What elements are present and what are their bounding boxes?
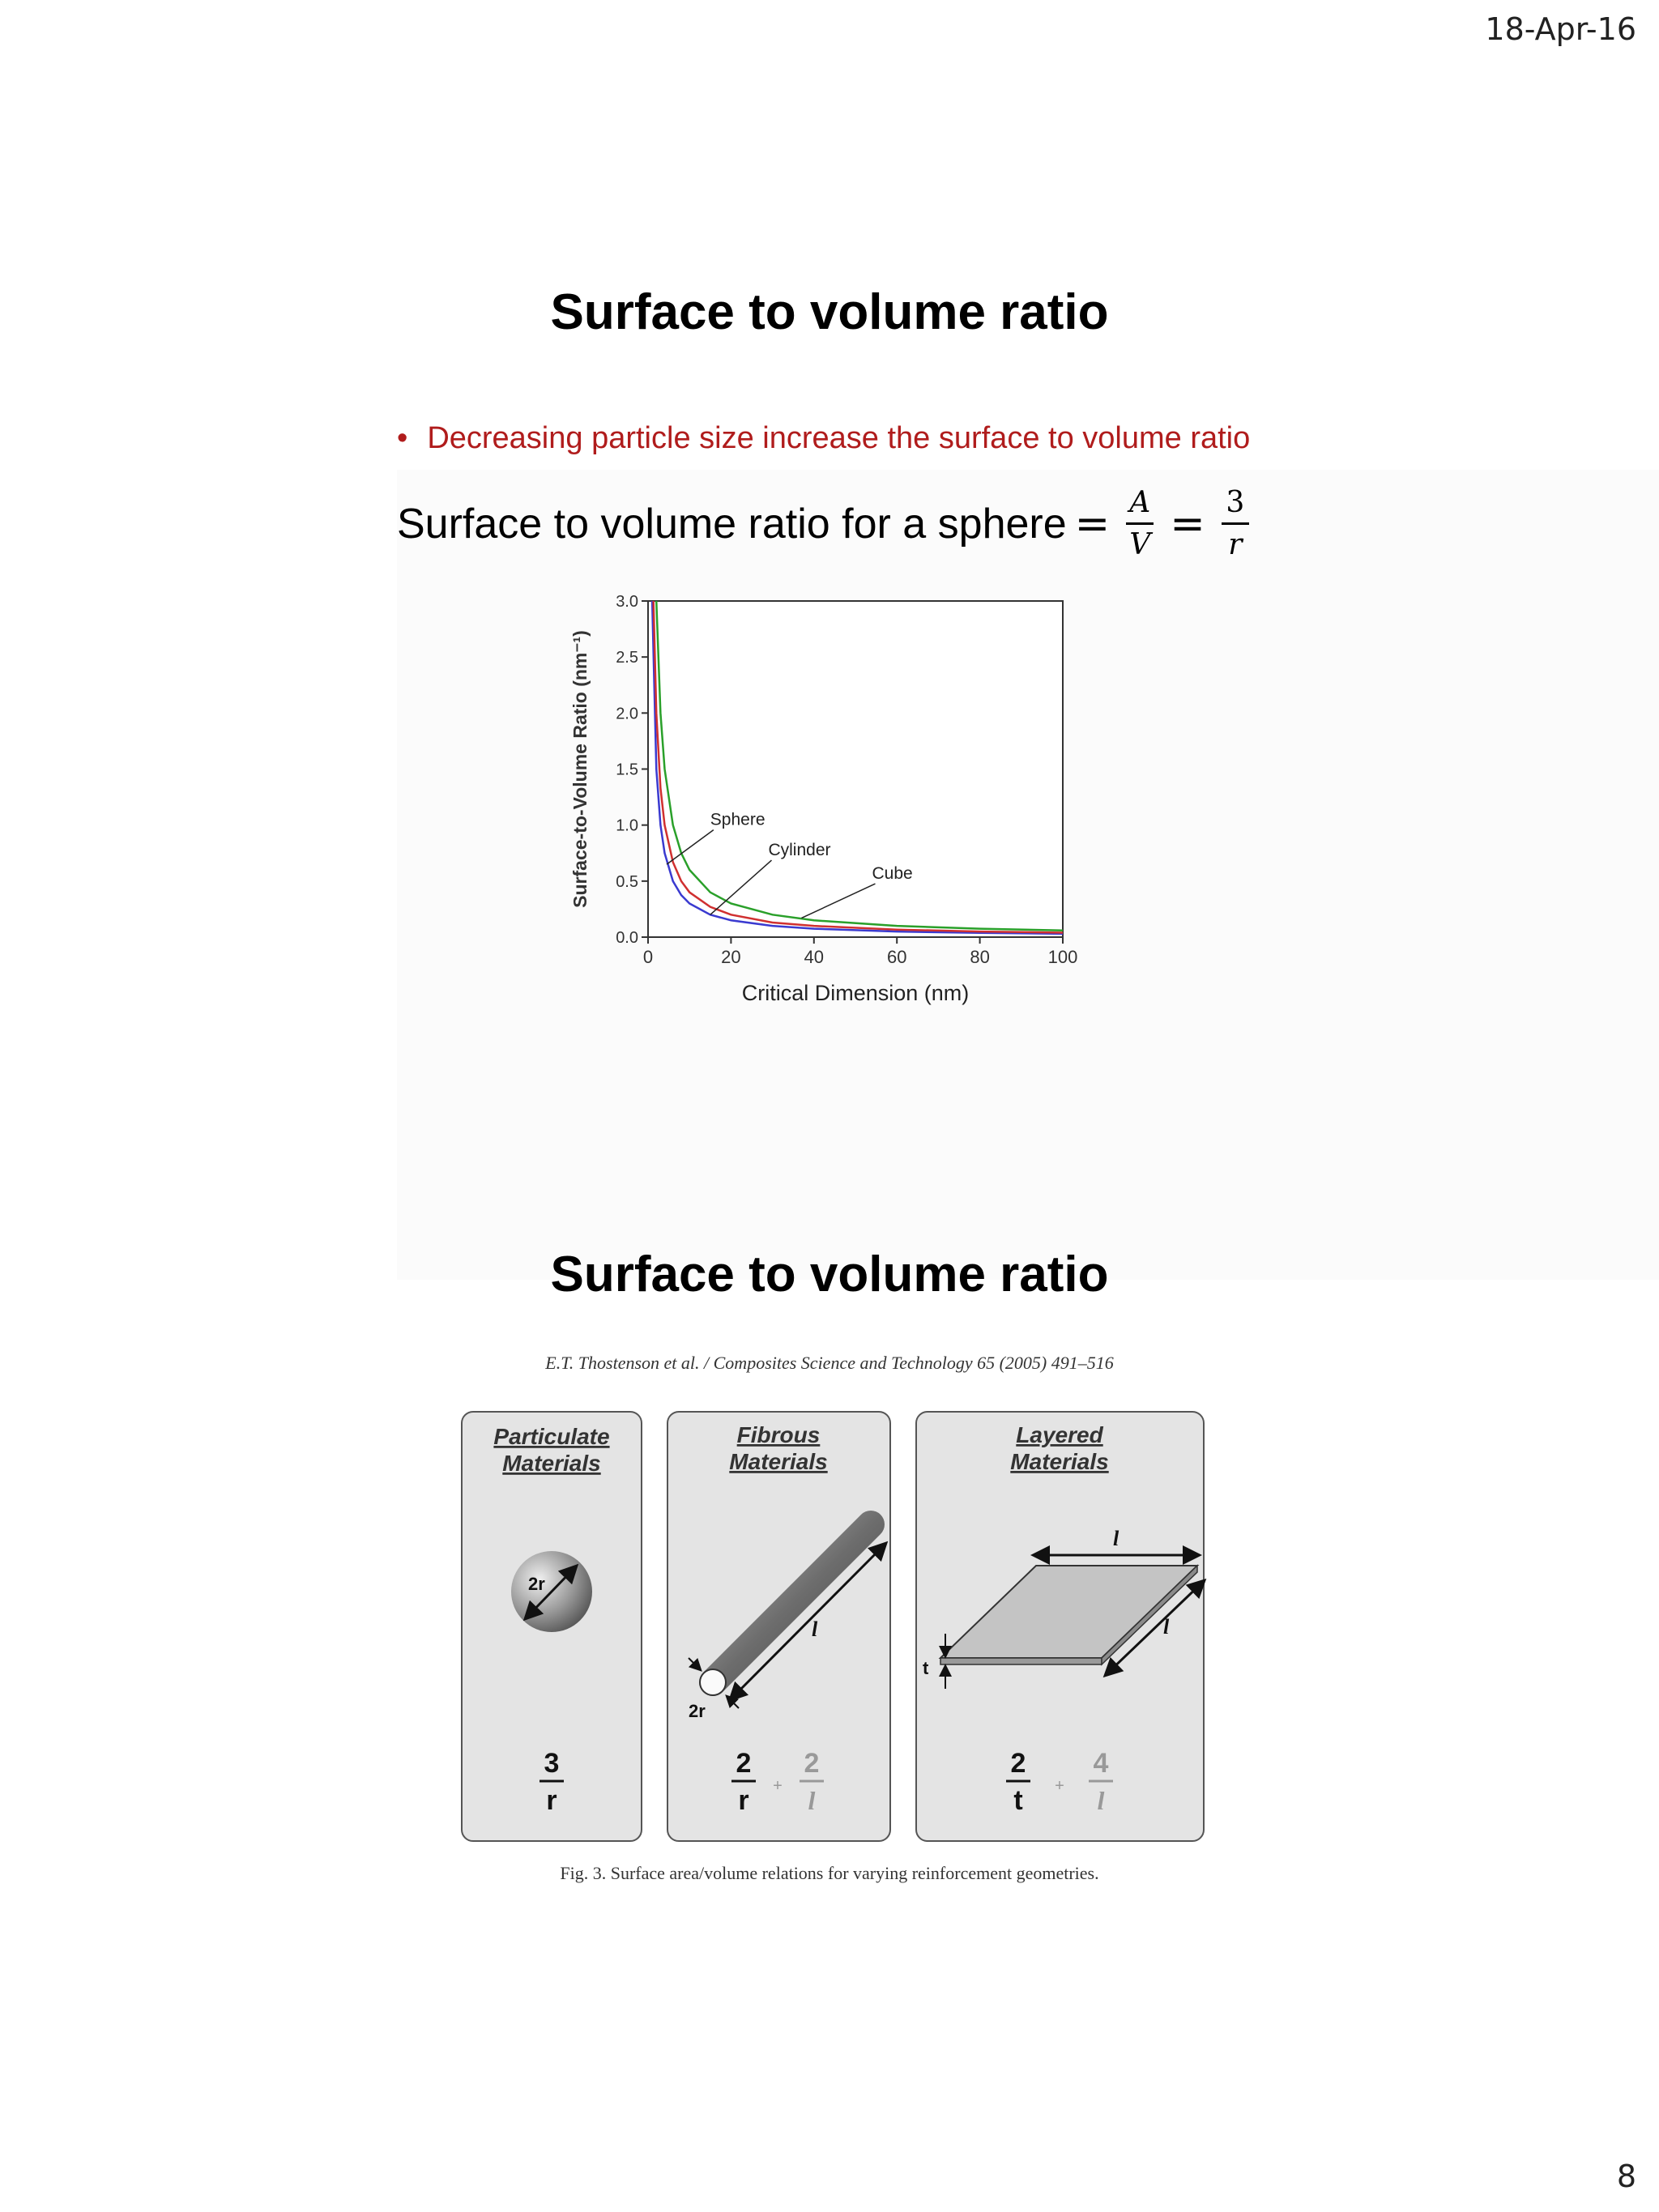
particulate-num: 3 <box>544 1748 560 1779</box>
y-tick-label: 0.0 <box>616 929 638 947</box>
layered-den2: l <box>1097 1786 1105 1815</box>
figure-caption: Fig. 3. Surface area/volume relations for varying reinforcement geometries. <box>560 1863 1099 1883</box>
y-tick-label: 2.0 <box>616 705 638 723</box>
geometry-figure <box>454 1405 1215 1847</box>
x-axis-label: Critical Dimension (nm) <box>741 981 970 1005</box>
slide-date: 18-Apr-16 <box>1485 11 1636 47</box>
fibrous-den: r <box>738 1785 749 1816</box>
panel-fibrous <box>667 1412 890 1841</box>
layer-length-label-1: l <box>1113 1527 1120 1550</box>
panel-particulate-title-2: Materials <box>502 1451 601 1476</box>
panel-layered <box>916 1412 1204 1841</box>
citation-line: E.T. Thostenson et al. / Composites Science and Technology 65 (2005) 491–516 <box>545 1353 1114 1373</box>
fibrous-plus: + <box>773 1777 783 1795</box>
x-tick-label: 40 <box>804 947 825 967</box>
formula-text: Surface to volume ratio for a sphere <box>397 500 1067 548</box>
fibrous-den2: l <box>808 1786 816 1815</box>
layered-plus: + <box>1055 1777 1064 1795</box>
panel-layered-title-1: Layered <box>1016 1422 1103 1447</box>
slide2-title: Surface to volume ratio <box>550 1247 1109 1302</box>
layered-num2: 4 <box>1093 1748 1109 1779</box>
fraction-numerator: A <box>1129 486 1151 519</box>
y-tick-label: 2.5 <box>616 649 638 667</box>
annotation-label: Sphere <box>710 810 766 829</box>
formula-equals-2: = <box>1170 499 1205 548</box>
page-number: 8 <box>1616 2159 1636 2194</box>
panel-particulate-title-1: Particulate <box>493 1424 610 1449</box>
particulate-den: r <box>546 1785 557 1816</box>
fraction-denominator: r <box>1228 528 1243 561</box>
y-tick-label: 3.0 <box>616 593 638 611</box>
x-tick-label: 60 <box>886 947 907 967</box>
x-tick-label: 20 <box>721 947 741 967</box>
fraction-denominator: V <box>1129 528 1151 561</box>
fiber-dim-label: 2r <box>689 1701 706 1721</box>
panel-layered-title-2: Materials <box>1010 1449 1109 1474</box>
x-tick-label: 80 <box>970 947 990 967</box>
slide1-title: Surface to volume ratio <box>550 284 1109 340</box>
x-tick-label: 100 <box>1047 947 1078 967</box>
y-tick-label: 0.5 <box>616 872 638 891</box>
fiber-length-label: l <box>812 1617 818 1641</box>
panel-fibrous-title-2: Materials <box>729 1449 828 1474</box>
x-tick-label: 0 <box>642 947 654 967</box>
y-tick-label: 1.0 <box>616 816 638 835</box>
bullet-text: Decreasing particle size increase the surface to volume ratio <box>427 421 1251 455</box>
fraction-a-over-v <box>1126 486 1154 561</box>
y-tick-label: 1.5 <box>616 761 638 779</box>
fibrous-num: 2 <box>736 1748 752 1779</box>
annotation-label: Cube <box>872 864 913 884</box>
plot-frame <box>648 601 1063 937</box>
bullet-dot-icon: • <box>397 421 408 455</box>
layer-length-label-2: l <box>1163 1615 1170 1639</box>
panel-fibrous-title-1: Fibrous <box>736 1422 821 1447</box>
annotation-label: Cylinder <box>768 841 831 860</box>
formula-equals-1: = <box>1074 499 1111 548</box>
surface-volume-chart <box>518 575 1102 1029</box>
sphere-dim-label: 2r <box>528 1574 545 1594</box>
y-axis-label: Surface-to-Volume Ratio (nm⁻¹) <box>569 630 591 908</box>
fibrous-num2: 2 <box>804 1748 820 1779</box>
layered-den: t <box>1013 1785 1023 1816</box>
sphere-formula <box>397 486 1257 561</box>
layer-thickness-label: t <box>923 1658 929 1678</box>
bullet-point <box>397 421 1250 456</box>
layered-num: 2 <box>1010 1748 1026 1779</box>
fraction-numerator: 3 <box>1226 486 1245 519</box>
panel-particulate <box>462 1412 642 1841</box>
fraction-3-over-r <box>1222 486 1249 561</box>
